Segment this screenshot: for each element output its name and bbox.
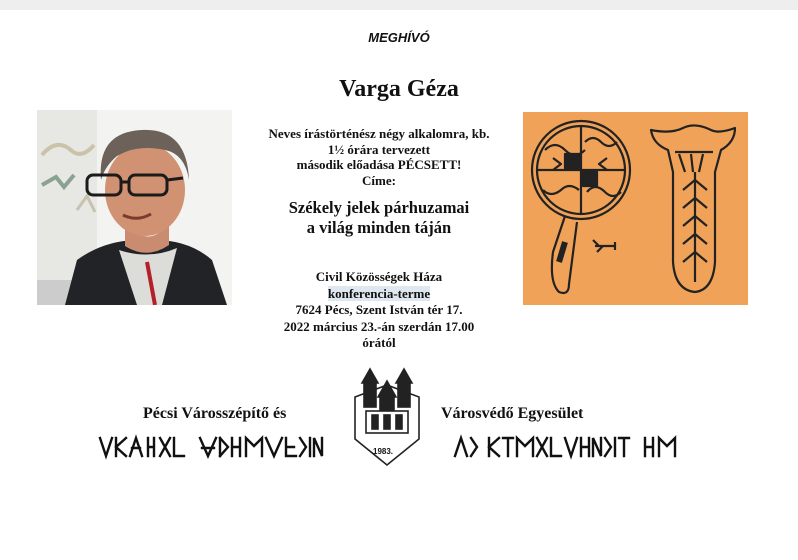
speaker-name: Varga Géza [339, 76, 459, 102]
venue-room: konferencia-terme [327, 285, 431, 301]
venue-name: Civil Közösségek Háza [315, 269, 443, 284]
lecture-title-line: a világ minden táján [306, 218, 452, 237]
crest-year: 1983. [373, 447, 394, 456]
organizer-name-left: Pécsi Városszépítő és [143, 405, 287, 422]
lecture-title-line: Székely jelek párhuzamai [288, 198, 470, 217]
venue-details [238, 269, 520, 352]
runic-inscription-left [96, 432, 324, 467]
intro-line: Neves írástörténész négy alkalomra, kb. [268, 126, 490, 141]
intro-line: Címe: [362, 172, 396, 188]
speaker-photo [37, 110, 232, 305]
intro-line: 1½ órára tervezett [327, 141, 431, 157]
event-time-suffix: órától [362, 335, 396, 350]
top-bar [0, 0, 798, 10]
runic-inscription-right [451, 432, 687, 467]
artifact-drawing [523, 112, 748, 305]
invitation-heading: MEGHÍVÓ [368, 30, 430, 45]
lecture-title [238, 198, 520, 238]
event-date: 2022 március 23.-án szerdán 17.00 [283, 318, 475, 334]
venue-address: 7624 Pécs, Szent István tér 17. [295, 302, 463, 317]
intro-text [238, 126, 520, 188]
intro-line: második előadása PÉCSETT! [296, 157, 462, 172]
organizer-name-right: Városvédő Egyesület [441, 405, 584, 422]
